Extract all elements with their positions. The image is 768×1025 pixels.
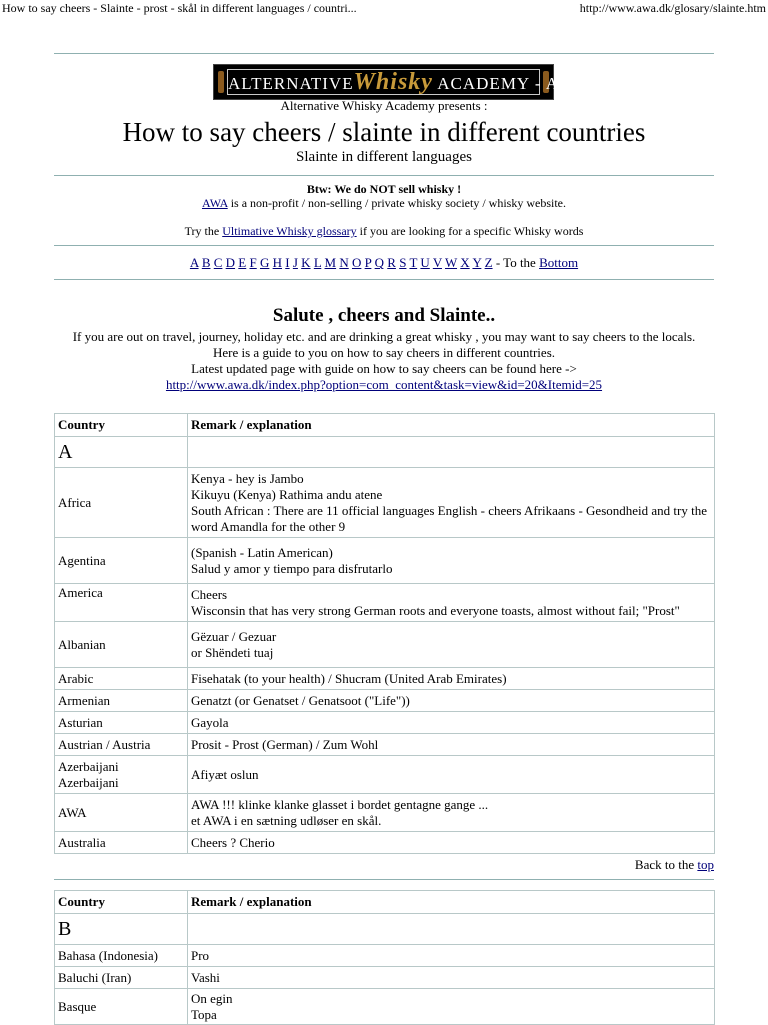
remark-line: Gayola	[191, 714, 229, 730]
alphabet-link-j[interactable]: J	[292, 255, 298, 270]
remark-line: On egin	[191, 990, 233, 1006]
table-row	[55, 622, 715, 668]
remark-line: Cheers	[191, 586, 228, 602]
logo-whisky-text: Whisky	[353, 69, 433, 95]
alphabet-nav	[54, 255, 714, 271]
alphabet-link-u[interactable]: U	[420, 255, 430, 270]
remark-cell	[188, 967, 715, 989]
intro-link[interactable]: http://www.awa.dk/index.php?option=com_content&task=view&id=20&Itemid=25	[165, 377, 603, 392]
remark-cell	[188, 622, 715, 668]
remark-line: or Shëndeti tuaj	[191, 644, 274, 660]
divider	[54, 879, 714, 880]
table-row	[55, 734, 715, 756]
remark-line: South African : There are 11 official languages English - cheers Afrikaans - Gesondheid and try the word Amandla for the other 9	[191, 502, 707, 534]
alphabet-link-e[interactable]: E	[238, 255, 247, 270]
glossary-line	[54, 224, 714, 239]
print-header	[0, 0, 768, 18]
page-subtitle: Slainte in different languages	[296, 149, 472, 165]
country-cell: Armenian	[55, 690, 188, 712]
alphabet-link-i[interactable]: I	[285, 255, 290, 270]
remark-cell	[188, 756, 715, 794]
remark-line: AWA !!! klinke klanke glasset i bordet gentagne gange ...	[191, 796, 489, 812]
remark-line: Topa	[191, 1006, 217, 1022]
presents-text: Alternative Whisky Academy presents :	[280, 98, 488, 113]
try-post-text: if you are looking for a specific Whisky words	[356, 224, 584, 238]
remark-cell	[188, 734, 715, 756]
remark-line: Salud y amor y tiempo para disfrutarlo	[191, 560, 393, 576]
alphabet-link-d[interactable]: D	[225, 255, 236, 270]
salute-heading: Salute , cheers and Slainte..	[272, 305, 496, 326]
alphabet-link-y[interactable]: Y	[472, 255, 482, 270]
intro-text	[54, 329, 714, 393]
top-link[interactable]: top	[697, 857, 714, 872]
awa-description	[54, 196, 714, 211]
country-cell: Baluchi (Iran)	[55, 967, 188, 989]
back-to-top	[635, 857, 714, 873]
header-country: Country	[55, 414, 188, 437]
remark-cell	[188, 584, 715, 622]
header-remark: Remark / explanation	[188, 891, 715, 914]
country-cell: Albanian	[55, 622, 188, 668]
remark-cell	[188, 945, 715, 967]
remark-line: Gëzuar / Gezuar	[191, 628, 277, 644]
bottle-icon	[218, 71, 224, 93]
section-letter: A	[55, 437, 188, 468]
alphabet-link-v[interactable]: V	[432, 255, 442, 270]
page-title: How to say cheers / slainte in different countries	[122, 117, 646, 147]
btw-notice: Btw: We do NOT sell whisky !	[306, 182, 462, 196]
remark-line: Fisehatak (to your health) / Shucram (United Arab Emirates)	[191, 670, 507, 686]
remark-cell	[188, 989, 715, 1025]
alphabet-link-o[interactable]: O	[351, 255, 362, 270]
table-row	[55, 967, 715, 989]
remark-line: Kenya - hey is Jambo	[191, 470, 304, 486]
alphabet-link-n[interactable]: N	[339, 255, 349, 270]
remark-line: (Spanish - Latin American)	[191, 544, 333, 560]
header-remark: Remark / explanation	[188, 414, 715, 437]
print-header-title: How to say cheers - Slainte - prost - skål in different languages / countri...	[2, 1, 357, 15]
country-cell: Agentina	[55, 538, 188, 584]
awa-link[interactable]: AWA	[201, 196, 228, 210]
table-row	[55, 690, 715, 712]
alphabet-link-a[interactable]: A	[189, 255, 199, 270]
remark-line: Prosit - Prost (German) / Zum Wohl	[191, 736, 379, 752]
alphabet-link-f[interactable]: F	[249, 255, 257, 270]
back-to-text: Back to the	[634, 857, 698, 872]
divider	[54, 53, 714, 54]
country-cell: Azerbaijani Azerbaijani	[55, 756, 188, 794]
try-pre-text: Try the	[184, 224, 223, 238]
logo-left-text: ALTERNATIVE	[228, 74, 354, 93]
alphabet-link-l[interactable]: L	[313, 255, 322, 270]
table-row	[55, 668, 715, 690]
remark-cell	[188, 468, 715, 538]
divider	[54, 279, 714, 280]
alphabet-link-w[interactable]: W	[444, 255, 458, 270]
remark-cell	[188, 690, 715, 712]
country-cell: America	[55, 584, 188, 622]
country-cell: Austrian / Austria	[55, 734, 188, 756]
country-cell: Basque	[55, 989, 188, 1025]
alphabet-link-g[interactable]: G	[259, 255, 270, 270]
table-row	[55, 832, 715, 854]
divider	[54, 175, 714, 176]
section-letter: B	[55, 914, 188, 945]
header-country: Country	[55, 891, 188, 914]
remark-line: Vashi	[191, 969, 220, 985]
country-cell: Arabic	[55, 668, 188, 690]
cheers-table-b	[54, 890, 715, 1025]
remark-line: Afiyæt oslun	[191, 766, 259, 782]
table-header-row	[55, 891, 715, 914]
intro-line-2: Here is a guide to you on how to say cheers in different countries.	[213, 345, 555, 360]
intro-line-3: Latest updated page with guide on how to say cheers can be found here ->	[191, 361, 577, 376]
remark-cell	[188, 538, 715, 584]
table-header-row	[55, 414, 715, 437]
alphabet-link-q[interactable]: Q	[374, 255, 385, 270]
alphabet-link-b[interactable]: B	[201, 255, 211, 270]
table-row	[55, 712, 715, 734]
letter-row	[55, 914, 715, 945]
intro-line-1: If you are out on travel, journey, holiday etc. and are drinking a great whisky , you may want to say cheers to the locals.	[72, 329, 696, 344]
table-row	[55, 538, 715, 584]
alphabet-link-k[interactable]: K	[301, 255, 311, 270]
table-row	[55, 989, 715, 1025]
print-header-url: http://www.awa.dk/glosary/slainte.htm	[579, 1, 766, 15]
remark-cell	[188, 668, 715, 690]
remark-cell	[188, 794, 715, 832]
remark-cell	[188, 712, 715, 734]
country-cell: Asturian	[55, 712, 188, 734]
alphabet-link-h[interactable]: H	[272, 255, 283, 270]
bottom-link[interactable]: Bottom	[539, 255, 579, 270]
remark-line: et AWA i en sætning udløser en skål.	[191, 812, 382, 828]
alphabet-link-z[interactable]: Z	[484, 255, 493, 270]
awa-logo	[213, 64, 587, 100]
cheers-table-a	[54, 413, 715, 854]
logo-right-text: ACADEMY - AWA	[437, 74, 587, 93]
alphabet-link-x[interactable]: X	[460, 255, 470, 270]
alphabet-link-m[interactable]: M	[324, 255, 337, 270]
alphabet-link-p[interactable]: P	[364, 255, 372, 270]
letter-row	[55, 437, 715, 468]
table-row	[55, 945, 715, 967]
remark-line: Kikuyu (Kenya) Rathima andu atene	[191, 486, 383, 502]
awa-description-text: is a non-profit / non-selling / private whisky society / whisky website.	[227, 196, 566, 210]
remark-line: Pro	[191, 947, 210, 963]
remark-line: Cheers ? Cherio	[191, 834, 275, 850]
glossary-link[interactable]: Ultimative Whisky glossary	[222, 224, 357, 238]
table-row	[55, 794, 715, 832]
country-cell: AWA	[55, 794, 188, 832]
table-row	[55, 584, 715, 622]
to-the-text: - To the	[495, 255, 540, 270]
divider	[54, 245, 714, 246]
country-cell: Bahasa (Indonesia)	[55, 945, 188, 967]
alphabet-link-s[interactable]: S	[399, 255, 407, 270]
alphabet-link-r[interactable]: R	[387, 255, 396, 270]
country-cell: Africa	[55, 468, 188, 538]
country-cell: Australia	[55, 832, 188, 854]
remark-cell	[188, 832, 715, 854]
remark-line: Genatzt (or Genatset / Genatsoot ("Life"))	[191, 692, 410, 708]
letter-row-empty	[188, 437, 715, 468]
table-row	[55, 468, 715, 538]
letter-row-empty	[188, 914, 715, 945]
remark-line: Wisconsin that has very strong German roots and everyone toasts, almost without fail; "Prost"	[191, 602, 680, 618]
alphabet-link-c[interactable]: C	[213, 255, 223, 270]
table-row	[55, 756, 715, 794]
alphabet-link-t[interactable]: T	[409, 255, 418, 270]
